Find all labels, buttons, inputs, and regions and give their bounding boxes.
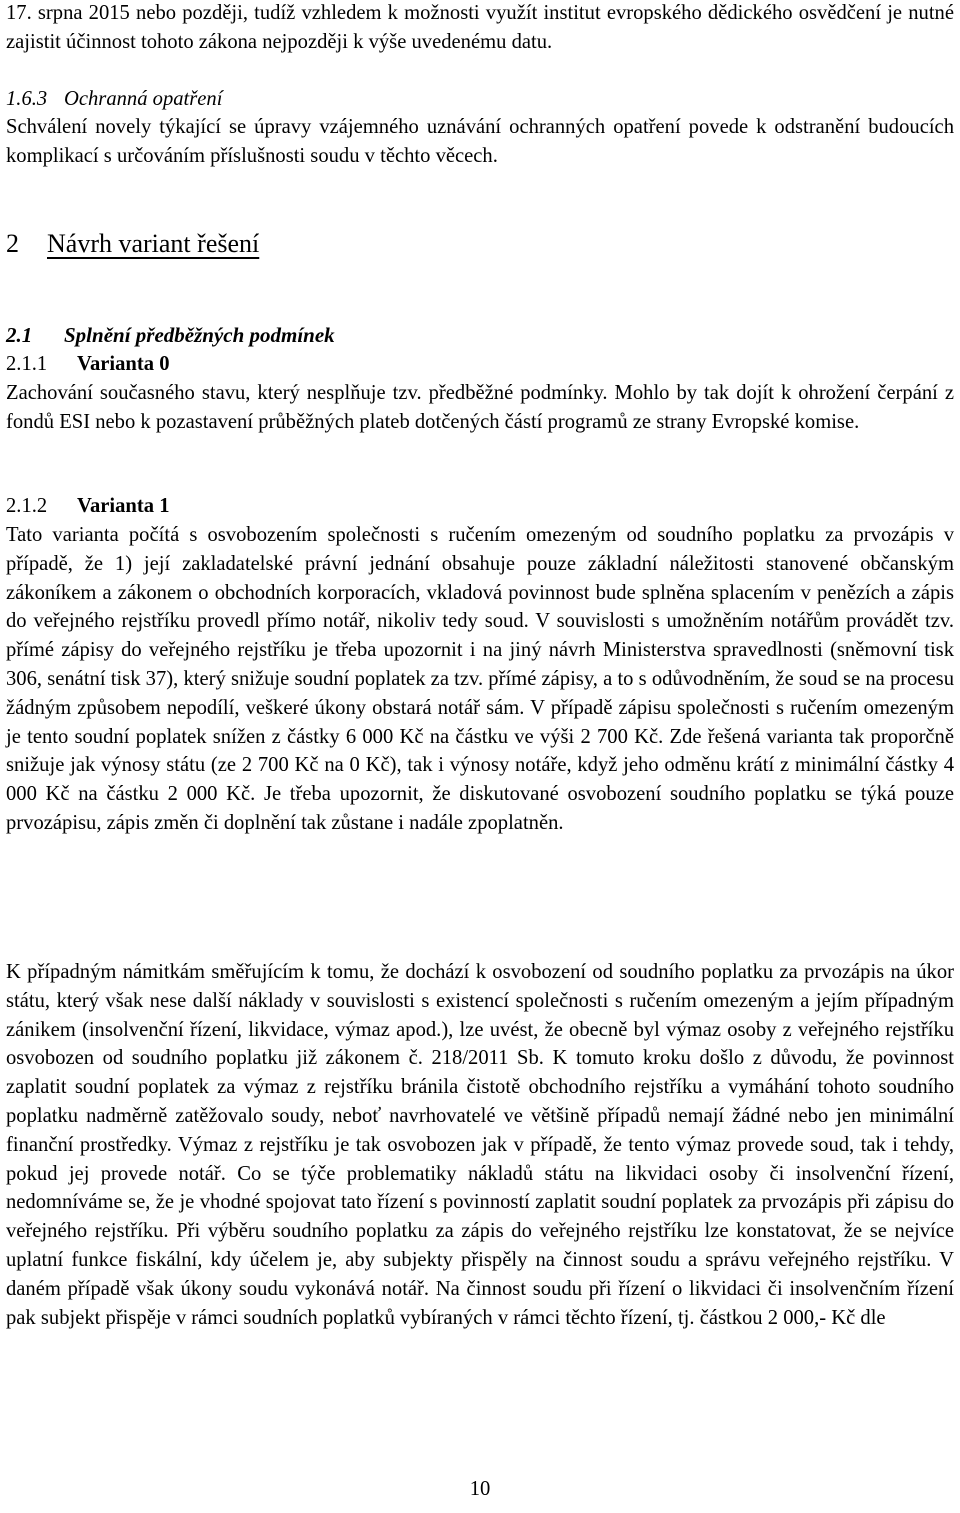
section-number: 2 xyxy=(6,229,19,258)
intro-paragraph: 17. srpna 2015 nebo později, tudíž vzhledem k možnosti využít institut evropského dědického osvědčení je nutné zajistit účinnost tohoto zákona nejpozději k výše uvedenému datu. xyxy=(6,2,954,53)
section-1-6-3-text: Schválení novely týkající se úpravy vzájemného uznávání ochranných opatření povede k odstranění budoucích komplikací s určováním příslušnosti soudu v těchto věcech. xyxy=(6,116,954,167)
section-2-1-2-paragraph-2: K případným námitkám směřujícím k tomu, že dochází k osvobození od soudního poplatku za prvozápis na úkor státu, který však nese další náklady v souvislosti s existencí společnosti s ručením omezeným a jejím případným zánikem (insolvenční řízení, likvidace, výmaz apod.), lze uvést, že obecně byl výmaz osoby z veřejného rejstříku osvobozen od soudního poplatku již zákonem č. 218/2011 Sb. K tomuto kroku došlo z důvodu, že povinnost zaplatit soudní poplatek za výmaz z rejstříku bránila čistotě obchodního rejstříku a vymáhání tohoto soudního poplatku nadměrně zatěžovalo soudy, neboť navrhovatelé ve většině případů nemají žádné nebo jen minimální finanční prostředky. Výmaz z rejstříku je tak osvobozen jak v případě, že tento výmaz provede soud, tak i tehdy, pokud jej provede notář. Co se týče problematiky nákladů státu na likvidaci osoby či insolvenční řízení, nedomníváme se, že je vhodné spojovat tato řízení s povinností zaplatit soudní poplatek za prvozápis při zápisu do veřejného rejstříku. Při výběru soudního poplatku za zápis do veřejného rejstříku lze konstatovat, že se nejvíce uplatní funkce fiskální, kdy účelem je, aby subjekty přispěly na činnost soudu a správu veřejného rejstříku. V daném případě však úkony soudu vykonává notář. Na činnost soudu při řízení o likvidaci či insolvenčním řízení pak subjekt přispěje v rámci soudních poplatků vybíraných v rámci těchto řízení, tj. částkou 2 000,- Kč dle xyxy=(6,961,954,1329)
section-title: Návrh variant řešení xyxy=(47,229,260,258)
section-2-1-2-paragraph-1: Tato varianta počítá s osvobozením společnosti s ručením omezeným od soudního poplatku za prvozápis v případě, že 1) její zakladatelské právní jednání obsahuje pouze základní náležitosti stanovené občanským zákoníkem a zákonem o obchodních korporacích, vkladová povinnost bude splněna splacením v penězích a zápis do veřejného rejstříku provedl přímo notář, nikoliv tedy soud. V souvislosti s umožněním notářům provádět tzv. přímé zápisy do veřejného rejstříku je třeba upozornit i na jiný návrh Ministerstva spravedlnosti (sněmovní tisk 306, senátní tisk 37), který snižuje soudní poplatek za tzv. přímé zápisy, a to s odůvodněním, že soud se na procesu žádným způsobem nepodílí, veškeré úkony obstará notář sám. V případě zápisu společnosti s ručením omezeným je tento soudní poplatek snížen z částky 6 000 Kč na částku ve výši 2 700 Kč. Zde řešená varianta tak proporčně snižuje jak výnosy státu (ze 2 700 Kč na 0 Kč), tak i výnosy notáře, když jeho odměnu krátí z minimální částky 4 000 Kč na částku 2 000 Kč. Je třeba upozornit, že diskutované osvobození soudního poplatku se týká pouze prvozápisu, zápis změn či doplnění tak zůstane i nadále zpoplatněn. xyxy=(6,524,954,834)
section-heading-2-1-1 xyxy=(6,350,170,379)
section-title: Varianta 0 xyxy=(77,353,170,375)
section-title: Varianta 1 xyxy=(77,495,170,517)
page-number: 10 xyxy=(469,1478,491,1500)
section-heading-2 xyxy=(6,228,259,260)
section-number: 2.1.2 xyxy=(6,495,48,517)
section-heading-1-6-3 xyxy=(6,85,222,114)
section-heading-2-1-2 xyxy=(6,492,170,521)
section-title: Ochranná opatření xyxy=(64,88,223,110)
section-number: 2.1.1 xyxy=(6,353,48,375)
section-number: 1.6.3 xyxy=(6,88,48,110)
section-2-1-1-text: Zachování současného stavu, který nesplňuje tzv. předběžné podmínky. Mohlo by tak dojít k ohrožení čerpání z fondů ESI nebo k pozastavení průběžných plateb dotčených částí programů ze strany Evropské komise. xyxy=(6,382,954,433)
section-number: 2.1 xyxy=(6,323,33,347)
section-title: Splnění předběžných podmínek xyxy=(64,323,335,347)
section-heading-2-1 xyxy=(6,321,335,350)
